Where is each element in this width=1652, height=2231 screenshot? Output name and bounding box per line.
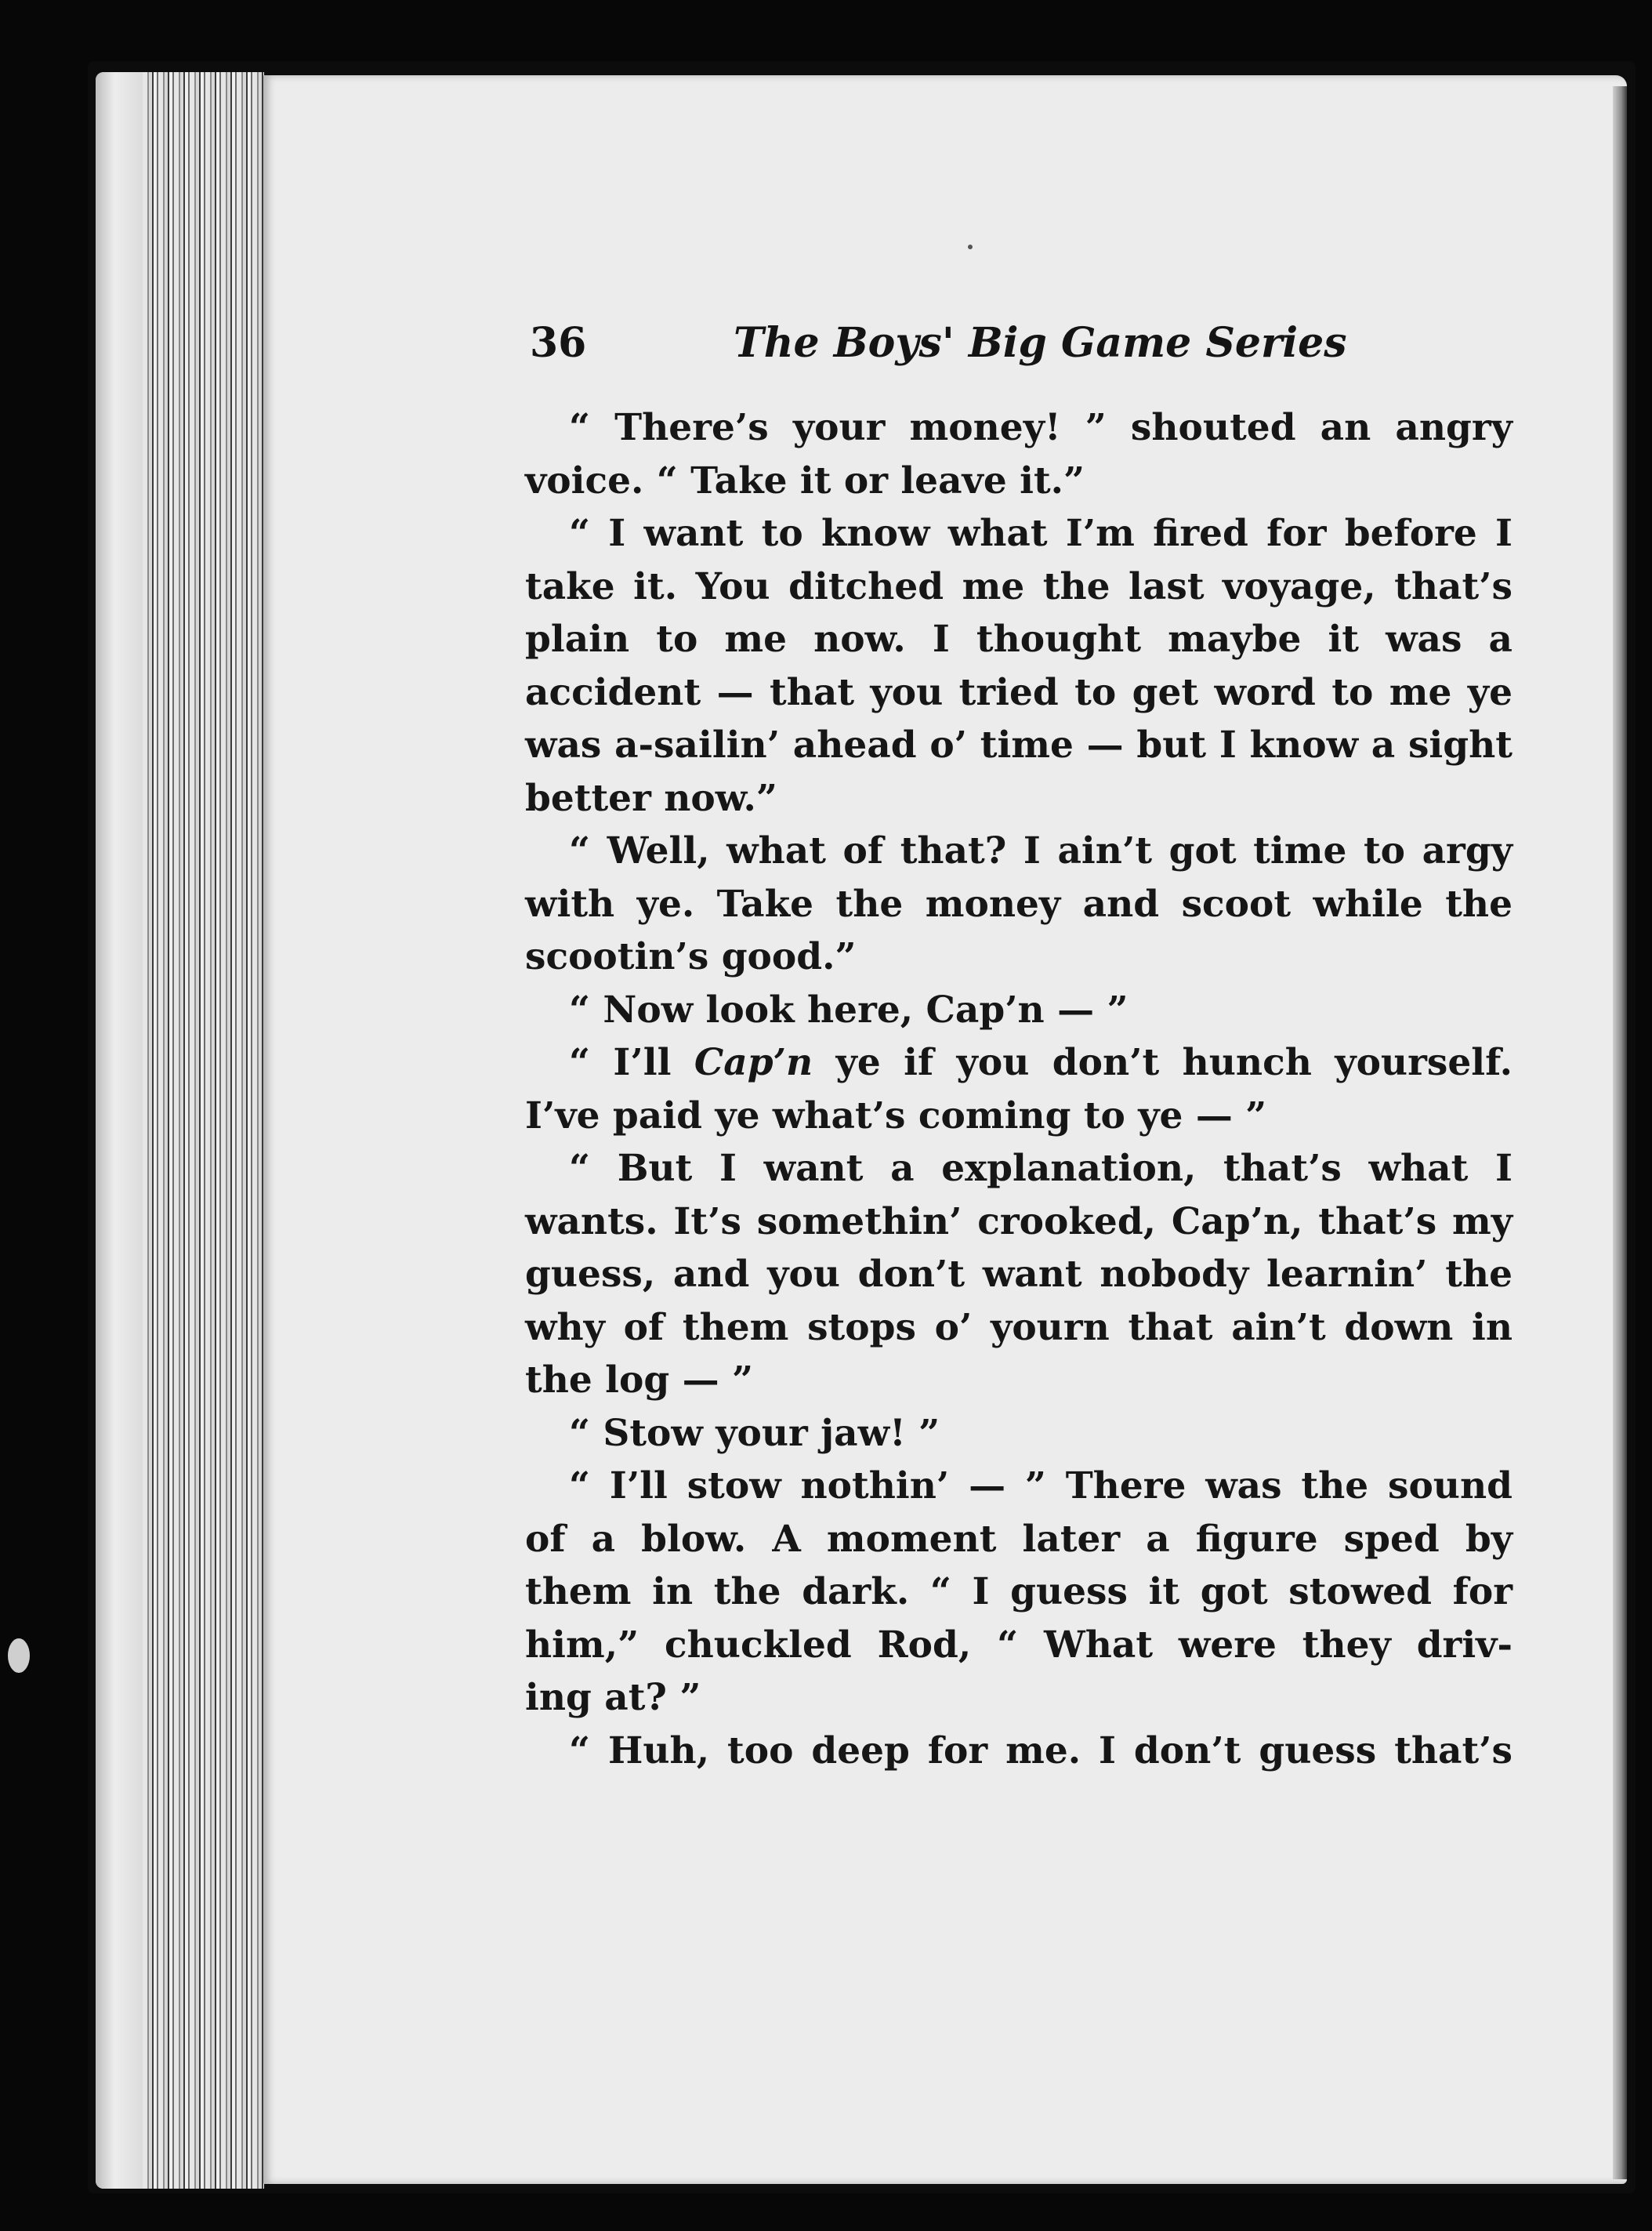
text-line: “ I’ll stow nothin’ — ” There was the sound — [569, 1464, 1513, 1507]
body-text — [525, 401, 1513, 1777]
text-line: wants. It’s somethin’ crooked, Cap’n, that’s my — [525, 1199, 1513, 1243]
text-line: the log — ” — [525, 1359, 753, 1402]
text-line: take it. You ditched me the last voyage, that’s — [525, 564, 1513, 608]
text-segment: “ I’ll — [569, 1041, 694, 1084]
text-line: “ Well, what of that? I ain’t got time to argy — [569, 829, 1513, 872]
text-line: guess, and you don’t want nobody learnin’ the — [525, 1253, 1513, 1296]
scan-speck — [8, 1638, 30, 1673]
text-line: him,” chuckled Rod, “ What were they driv- — [525, 1623, 1513, 1667]
text-line: “ Huh, too deep for me. I don’t guess that’s — [569, 1729, 1513, 1772]
text-line: ing at? ” — [525, 1676, 701, 1719]
text-line: “ But I want a explanation, that’s what I — [569, 1147, 1513, 1190]
text-line: of a blow. A moment later a figure sped by — [525, 1517, 1513, 1561]
text-line: accident — that you tried to get word to me ye — [525, 670, 1513, 714]
text-line: “ Now look here, Cap’n — ” — [569, 988, 1129, 1032]
scan-speck — [968, 245, 973, 249]
text-line: I’ve paid ye what’s coming to ye — ” — [525, 1094, 1267, 1137]
text-line: “ There’s your money! ” shouted an angry — [569, 406, 1513, 449]
page-number: 36 — [530, 319, 587, 367]
text-line — [525, 1036, 1513, 1090]
running-head: The Boys' Big Game Series — [734, 319, 1347, 367]
text-line: better now.” — [525, 776, 777, 820]
text-line: them in the dark. “ I guess it got stowed for — [525, 1570, 1513, 1613]
text-segment: ye if you don’t hunch yourself. — [813, 1041, 1513, 1084]
text-line: was a-sailin’ ahead o’ time — but I know a sight — [525, 724, 1513, 767]
page-right-edge — [1613, 86, 1627, 2179]
text-line: voice. “ Take it or leave it.” — [525, 459, 1085, 502]
text-line: plain to me now. I thought maybe it was a — [525, 618, 1513, 661]
text-line: with ye. Take the money and scoot while the — [525, 882, 1513, 926]
italic-word: Cap’n — [694, 1041, 813, 1084]
text-line: “ Stow your jaw! ” — [569, 1411, 940, 1455]
page-edges — [96, 72, 264, 2189]
text-line: scootin’s good.” — [525, 935, 857, 978]
text-line: “ I want to know what I’m fired for before I — [569, 512, 1513, 555]
page-header — [530, 312, 1347, 375]
text-line: why of them stops o’ yourn that ain’t down in — [525, 1305, 1513, 1349]
